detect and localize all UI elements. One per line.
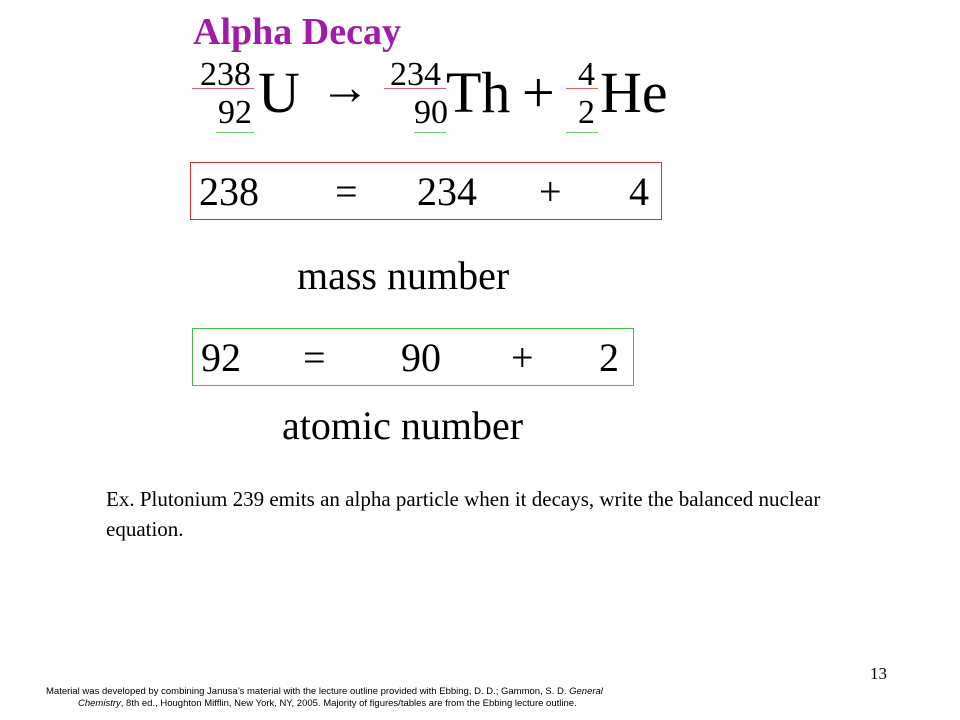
atomic-underline [414, 132, 446, 133]
mass-left: 238 [199, 169, 259, 214]
nuclear-equation [0, 58, 960, 148]
mass-equals: = [335, 169, 358, 214]
thorium-atomic-number: 90 [414, 94, 448, 131]
mass-number-box [190, 162, 662, 220]
footer-line2 [46, 698, 666, 710]
uranium-atomic-number: 92 [218, 94, 252, 131]
mass-middle: 234 [417, 169, 477, 214]
atomic-middle: 90 [401, 335, 441, 380]
footer-line2-text: , 8th ed., Houghton Mifflin, New York, NY, 2005. Majority of figures/tables are from the Ebbing lecture outline. [120, 698, 577, 709]
mass-number-caption: mass number [297, 253, 510, 298]
example-problem: Ex. Plutonium 239 emits an alpha particle when it decays, write the balanced nuclear equation. [106, 487, 821, 541]
thorium-mass-number: 234 [390, 56, 441, 93]
reaction-arrow: → [320, 59, 370, 115]
thorium-symbol: Th [446, 60, 511, 125]
plus-sign: + [522, 60, 555, 125]
atomic-underline [566, 132, 598, 133]
mass-plus: + [539, 169, 562, 214]
footer-line1: Material was developed by combining Janusa’s material with the lecture outline provided with Ebbing, D. D.; Gammon, S. D. [46, 686, 570, 697]
footer-book-title-1: General [569, 686, 603, 697]
uranium-symbol: U [258, 60, 300, 125]
atomic-underline [216, 132, 254, 133]
footer-citation [46, 686, 666, 710]
helium-atomic-number: 2 [578, 94, 595, 131]
page-number: 13 [870, 664, 887, 683]
atomic-left: 92 [201, 335, 241, 380]
uranium-mass-number: 238 [200, 56, 251, 93]
atomic-equals: = [303, 335, 326, 380]
helium-mass-number: 4 [578, 56, 595, 93]
helium-symbol: He [600, 60, 668, 125]
atomic-plus: + [511, 335, 534, 380]
mass-right: 4 [629, 169, 649, 214]
atomic-number-caption: atomic number [282, 403, 524, 448]
atomic-number-box [192, 328, 634, 386]
atomic-right: 2 [599, 335, 619, 380]
slide-title: Alpha Decay [193, 11, 401, 53]
footer-book-title-2: Chemistry [78, 698, 121, 709]
